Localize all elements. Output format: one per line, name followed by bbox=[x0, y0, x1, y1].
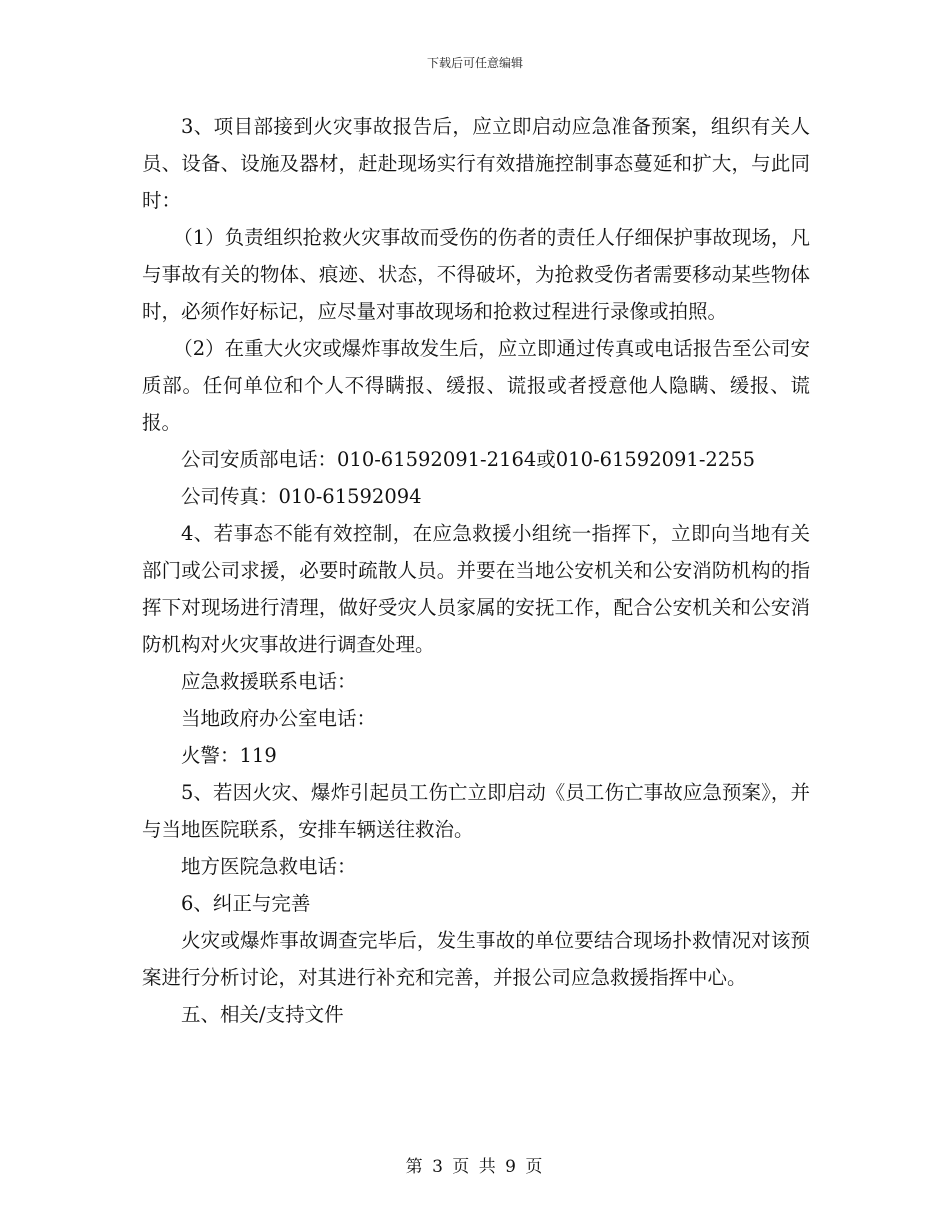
paragraph-review: 火灾或爆炸事故调查完毕后，发生事故的单位要结合现场扑救情况对该预案进行分析讨论，对其进行补充和完善，并报公司应急救援指挥中心。 bbox=[142, 929, 810, 989]
paragraph-hospital-phone: 地方医院急救电话： bbox=[181, 855, 357, 878]
paragraph-item-4: 4、若事态不能有效控制，在应急救援小组统一指挥下，立即向当地有关部门或公司求援，必要时疏散人员。并要在当地公安机关和公安消防机构的指挥下对现场进行清理，做好受灾人员家属的安抚工作，配合公安机关和公安消防机构对火灾事故进行调查处理。 bbox=[142, 522, 810, 656]
paragraph-sub-2: （2）在重大火灾或爆炸事故发生后，应立即通过传真或电话报告至公司安质部。任何单位和个人不得瞒报、缓报、谎报或者授意他人隐瞒、缓报、谎报。 bbox=[142, 337, 810, 434]
paragraph-item-3: 3、项目部接到火灾事故报告后，应立即启动应急准备预案，组织有关人员、设备、设施及器材，赶赴现场实行有效措施控制事态蔓延和扩大，与此同时： bbox=[142, 115, 810, 212]
paragraph-fax: 公司传真：010-61592094 bbox=[181, 485, 422, 508]
paragraph-sub-1: （1）负责组织抢救火灾事故而受伤的伤者的责任人仔细保护事故现场，凡与事故有关的物体、痕迹、状态，不得破坏，为抢救受伤者需要移动某些物体时，必须作好标记，应尽量对事故现场和抢救过程进行录像或拍照。 bbox=[142, 226, 810, 323]
page-header: 下载后可任意编辑 bbox=[426, 56, 523, 70]
paragraph-emergency-phone: 应急救援联系电话： bbox=[181, 670, 357, 693]
page-footer: 第 3 页 共 9 页 bbox=[405, 1157, 545, 1177]
section-heading-5: 五、相关/支持文件 bbox=[181, 1003, 344, 1026]
paragraph-item-5: 5、若因火灾、爆炸引起员工伤亡立即启动《员工伤亡事故应急预案》，并与当地医院联系，安排车辆送往救治。 bbox=[142, 781, 810, 841]
paragraph-phone-safety: 公司安质部电话：010-61592091-2164或010-61592091-2255 bbox=[181, 448, 756, 471]
paragraph-item-6: 6、纠正与完善 bbox=[181, 892, 311, 915]
paragraph-fire-alarm: 火警：119 bbox=[181, 744, 277, 767]
paragraph-gov-phone: 当地政府办公室电话： bbox=[181, 707, 377, 730]
document-body bbox=[142, 108, 810, 1033]
